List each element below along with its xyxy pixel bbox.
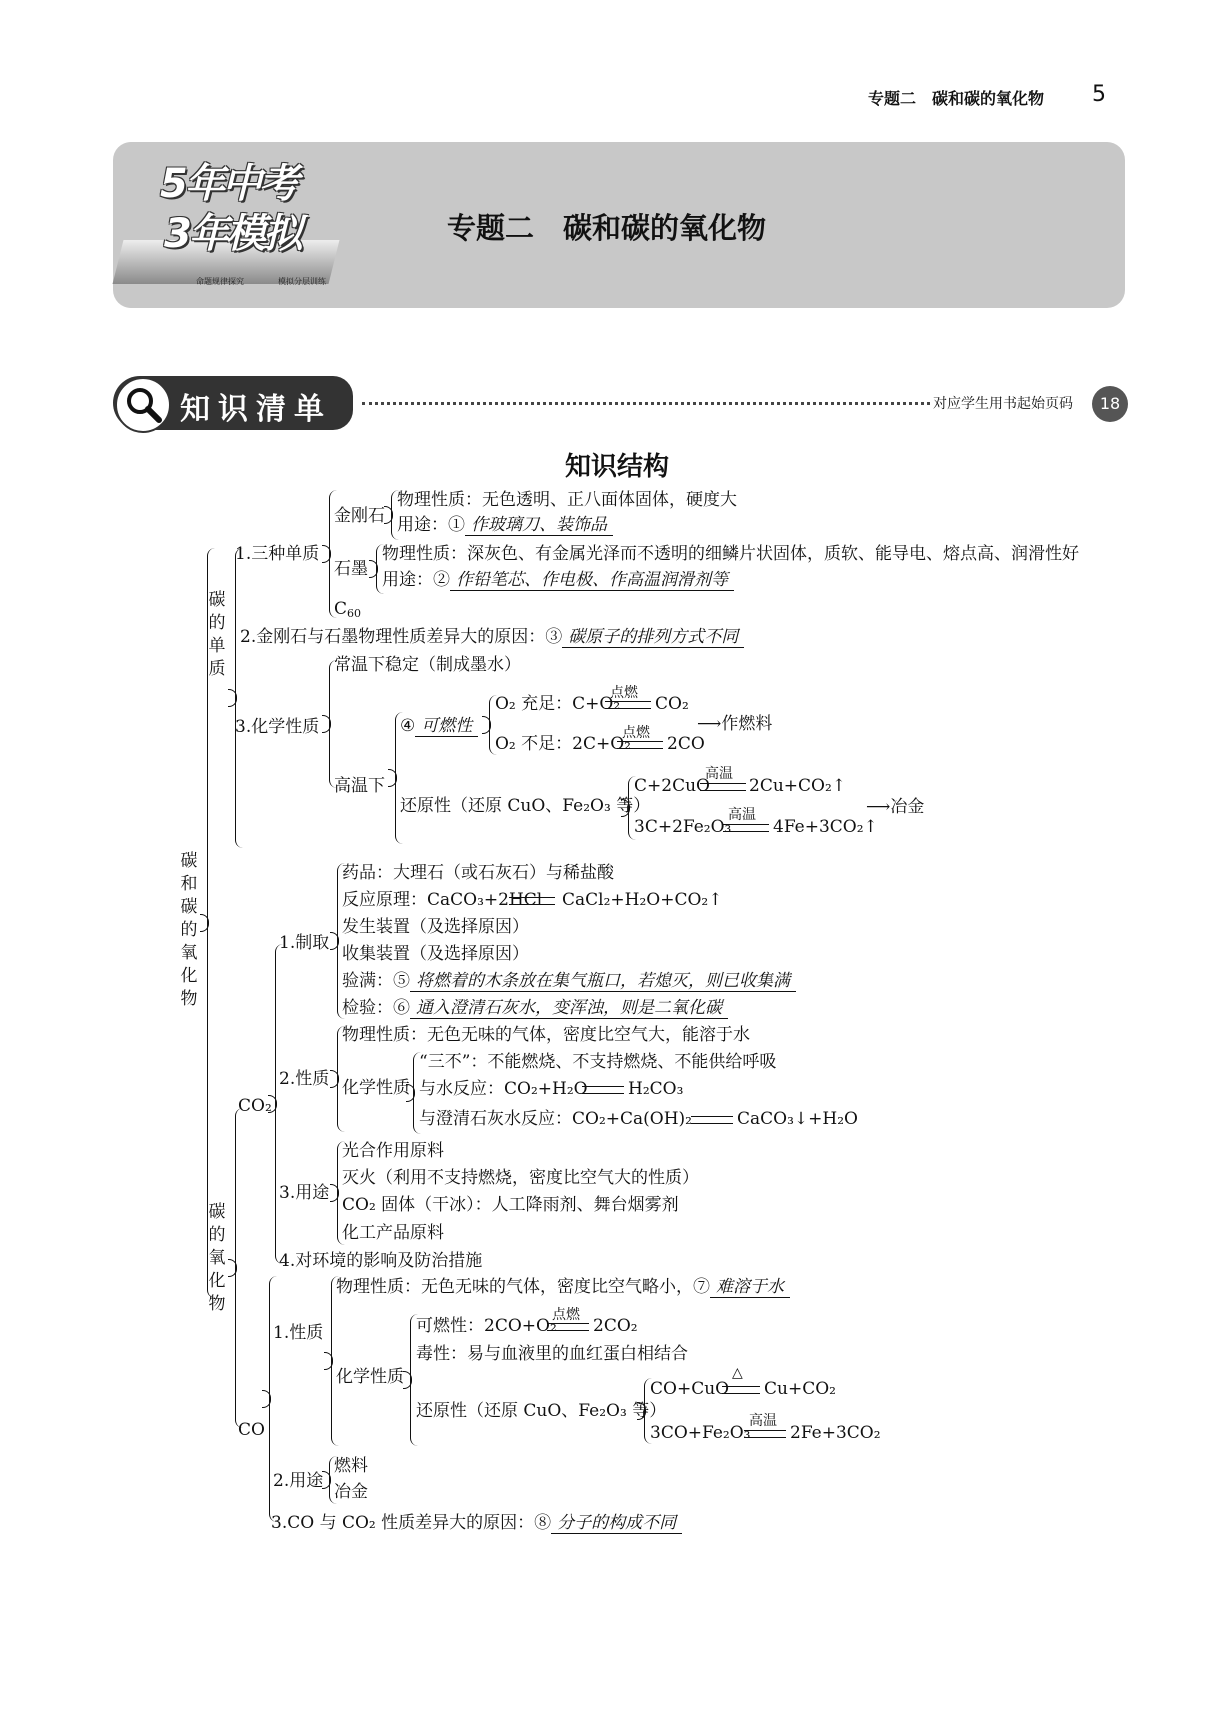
prep-principle: 反应原理：CaCO₃+2HCl <box>342 890 543 910</box>
co-phys-prefix: 物理性质：无色无味的气体，密度比空气略小，⑦ <box>336 1277 710 1297</box>
co-red2-eq: 3CO+Fe₂O₃ <box>650 1423 751 1443</box>
o2-full-eq: O₂ 充足：C+O₂ <box>495 694 621 714</box>
prep-test <box>342 997 728 1019</box>
co-diff-prefix: 3.CO 与 CO₂ 性质差异大的原因：⑧ <box>271 1513 552 1533</box>
co-comb-cond: 点燃 <box>552 1307 580 1323</box>
three-elements: 1.三种单质 <box>235 544 320 564</box>
graphite-use <box>382 569 734 591</box>
section-ref-text: 对应学生用书起始页码 <box>933 396 1073 412</box>
co2-phys: 物理性质：无色无味的气体，密度比空气大，能溶于水 <box>342 1025 750 1045</box>
water-eq: 与水反应：CO₂+H₂O <box>419 1079 588 1099</box>
stable-note: 常温下稳定（制成墨水） <box>334 655 521 675</box>
co-label: CO <box>238 1420 265 1440</box>
metallurgy-use: ⟶冶金 <box>866 797 925 817</box>
chem-brace <box>329 660 337 788</box>
co-red2-cond: 高温 <box>749 1413 777 1429</box>
o2-low-sign <box>617 741 663 749</box>
red1-cond: 高温 <box>705 766 733 782</box>
red2-cond: 高温 <box>728 807 756 823</box>
section-ref-page: 18 <box>1092 386 1128 422</box>
hightemp-label: 高温下 <box>334 776 385 796</box>
co2-chem-label: 化学性质 <box>342 1078 410 1098</box>
logo-tag2: 模拟分层训练 <box>278 277 326 286</box>
co-red1-sign <box>722 1386 760 1394</box>
co-use-metal: 冶金 <box>334 1482 368 1502</box>
co-use: 2.用途 <box>273 1471 324 1491</box>
co-phys <box>336 1276 790 1298</box>
red2-sign <box>723 824 769 832</box>
answer-1: 作玻璃刀、装饰品 <box>465 515 613 536</box>
prep-device: 发生装置（及选择原因） <box>342 917 529 937</box>
co-reducing-label: 还原性（还原 CuO、Fe₂O₃ 等） <box>416 1401 667 1421</box>
water-prod: H₂CO₃ <box>628 1079 684 1099</box>
answer-3: 碳原子的排列方式不同 <box>562 627 744 648</box>
graphite-phys: 物理性质：深灰色、有金属光泽而不透明的细鳞片状固体，质软、能导电、熔点高、润滑性好 <box>382 544 1079 564</box>
co-comb-eq: 可燃性：2CO+O₂ <box>416 1316 557 1336</box>
prep-drug: 药品：大理石（或石灰石）与稀盐酸 <box>342 863 614 883</box>
answer-2: 作铅笔芯、作电极、作高温润滑剂等 <box>450 570 734 591</box>
combust-label <box>400 715 478 737</box>
co2-prop: 2.性质 <box>279 1069 330 1089</box>
answer-4: 可燃性 <box>415 716 478 737</box>
logo-tag1: 命题规律探究 <box>196 277 244 286</box>
use-photo: 光合作用原料 <box>342 1141 444 1161</box>
co-toxicity: 毒性：易与血液里的血红蛋白相结合 <box>416 1344 688 1364</box>
co-red2-prod: 2Fe+3CO₂ <box>790 1423 881 1443</box>
diamond-label: 金刚石 <box>334 506 385 526</box>
water-sign <box>582 1086 624 1094</box>
reducing-label: 还原性（还原 CuO、Fe₂O₃ 等） <box>400 796 651 816</box>
section-title: 知识清单 <box>180 392 332 427</box>
diamond-use-prefix: 用途：① <box>397 515 465 535</box>
co-red2-sign <box>744 1430 786 1438</box>
series-logo <box>118 150 348 296</box>
oxide-brace <box>235 1108 243 1428</box>
use-dry-ice: CO₂ 固体（干冰）：人工降雨剂、舞台烟雾剂 <box>342 1195 679 1215</box>
co-chem-label: 化学性质 <box>336 1367 404 1387</box>
running-title: 专题二 碳和碳的氧化物 <box>868 89 1045 108</box>
test-prefix: 检验：⑥ <box>342 998 410 1018</box>
red1-eq: C+2CuO <box>634 776 710 796</box>
elem-brace <box>235 548 243 848</box>
o2-full-cond: 点燃 <box>610 685 638 701</box>
fuel-use: ⟶作燃料 <box>697 714 773 734</box>
prep-full <box>342 970 796 992</box>
principle-sign <box>509 897 555 905</box>
red2-eq: 3C+2Fe₂O₃ <box>634 817 732 837</box>
graphite-label: 石墨 <box>334 559 368 579</box>
co2-brace <box>275 944 283 1264</box>
co-diff <box>271 1512 682 1534</box>
co2-env: 4.对环境的影响及防治措施 <box>279 1251 483 1271</box>
answer-6: 通入澄清石灰水，变浑浊，则是二氧化碳 <box>410 998 728 1019</box>
lime-prod: CaCO₃↓+H₂O <box>737 1109 858 1129</box>
o2-low-cond: 点燃 <box>622 725 650 741</box>
answer-7: 难溶于水 <box>710 1277 790 1298</box>
o2-low-prod: 2CO <box>667 734 705 754</box>
co-red1-eq: CO+CuO <box>650 1379 730 1399</box>
co-comb-prod: 2CO₂ <box>593 1316 638 1336</box>
co-use-fuel: 燃料 <box>334 1456 368 1476</box>
lime-eq: 与澄清石灰水反应：CO₂+Ca(OH)₂ <box>419 1109 692 1129</box>
logo-line1: 5年中考 <box>160 161 296 207</box>
diamond-phys: 物理性质：无色透明、正八面体固体，硬度大 <box>397 490 737 510</box>
red1-prod: 2Cu+CO₂↑ <box>749 776 847 796</box>
three-no: “三不”：不能燃烧、不支持燃烧、不能供给呼吸 <box>419 1052 777 1072</box>
o2-low-eq: O₂ 不足：2C+O₂ <box>495 734 631 754</box>
co-prop-brace <box>331 1276 339 1446</box>
o2-full-sign <box>605 701 651 709</box>
answer-8: 分子的构成不同 <box>551 1513 682 1534</box>
graphite-use-prefix: 用途：② <box>382 570 450 590</box>
full-prefix: 验满：⑤ <box>342 971 410 991</box>
co-comb-sign <box>547 1323 589 1331</box>
diff-prefix: 2.金刚石与石墨物理性质差异大的原因：③ <box>240 627 563 647</box>
combust-prefix: ④ <box>400 716 416 736</box>
lime-sign <box>691 1116 733 1124</box>
logo-line2: 3年模拟 <box>164 211 300 257</box>
co2-prep: 1.制取 <box>279 933 330 953</box>
co2-label: CO₂ <box>238 1096 272 1116</box>
co-red1-cond: △ <box>732 1365 743 1381</box>
diff-reason <box>240 626 744 648</box>
elem-label: 碳的单质 <box>208 590 226 679</box>
principle-prod: CaCl₂+H₂O+CO₂↑ <box>562 890 723 910</box>
oxide-label: 碳的氧化物 <box>208 1202 226 1314</box>
o2-full-prod: CO₂ <box>655 694 689 714</box>
red1-sign <box>700 783 746 791</box>
chem-props: 3.化学性质 <box>235 717 320 737</box>
page-number: 5 <box>1092 82 1106 107</box>
c60-label: $C_{60}$ <box>334 599 362 620</box>
structure-heading: 知识结构 <box>565 452 670 482</box>
magnifier-icon <box>115 377 171 433</box>
answer-5: 将燃着的木条放在集气瓶口，若熄灭，则已收集满 <box>410 971 796 992</box>
co-prop: 1.性质 <box>273 1323 324 1343</box>
use-chem-raw: 化工产品原料 <box>342 1223 444 1243</box>
section-dots <box>362 402 930 405</box>
co2-use: 3.用途 <box>279 1183 330 1203</box>
co-red1-prod: Cu+CO₂ <box>764 1379 836 1399</box>
red2-prod: 4Fe+3CO₂↑ <box>773 817 878 837</box>
prep-brace <box>337 863 345 1019</box>
prep-collect: 收集装置（及选择原因） <box>342 944 529 964</box>
use-fire: 灭火（利用不支持燃烧，密度比空气大的性质） <box>342 1168 699 1188</box>
diamond-use <box>397 514 613 536</box>
root-label: 碳和碳的氧化物 <box>180 851 198 1009</box>
banner-title: 专题二 碳和碳的氧化物 <box>447 211 767 245</box>
